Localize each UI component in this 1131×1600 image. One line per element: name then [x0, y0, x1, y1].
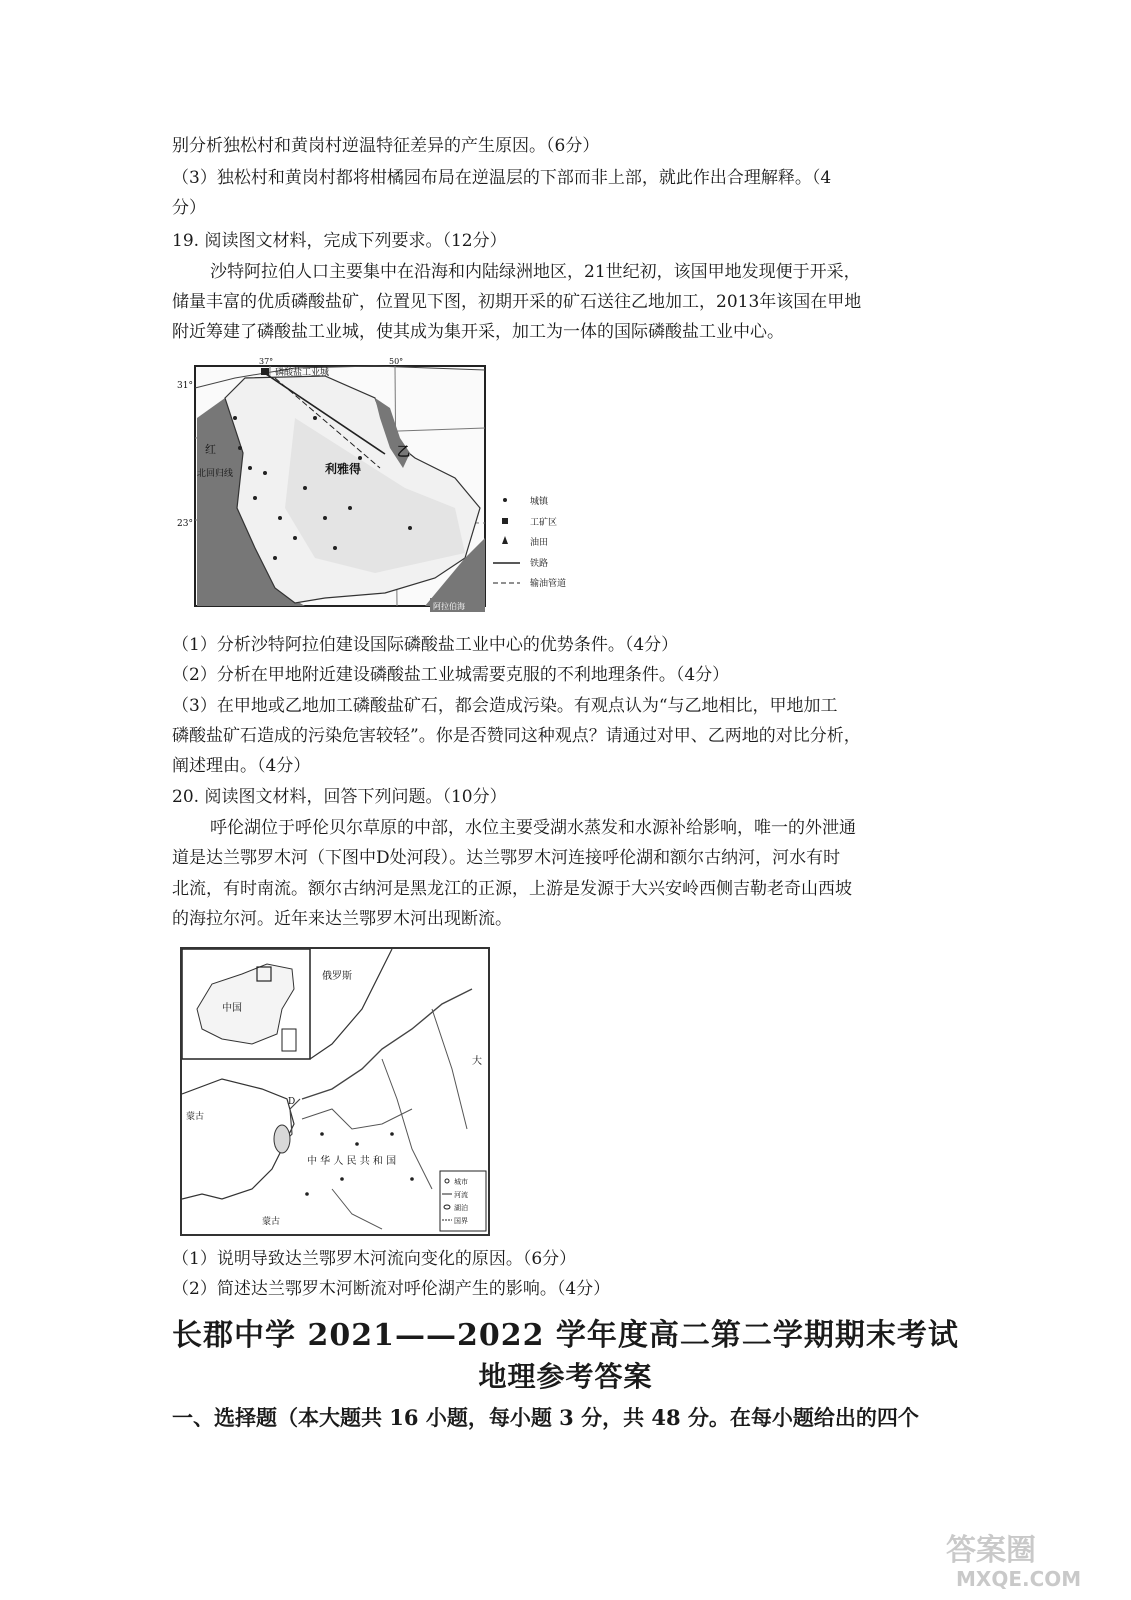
legend-oil-icon	[502, 536, 508, 544]
svg-text:油田: 油田	[530, 538, 549, 548]
inset-china-label: 中国	[222, 1003, 242, 1014]
map-legend	[493, 495, 566, 589]
mongolia-label: 蒙古	[262, 1217, 281, 1227]
answer-title: 长郡中学 2021——2022 学年度高二第二学期期末考试	[172, 1318, 959, 1353]
sub-question: （1）说明导致达兰鄂罗木河流向变化的原因。（6分）	[172, 1249, 577, 1269]
legend-town-icon	[503, 498, 507, 502]
paragraph-line: 储量丰富的优质磷酸盐矿，位置见下图，初期开采的矿石送往乙地加工，2013年该国在甲地	[172, 292, 862, 312]
text-line: 分）	[172, 198, 206, 218]
svg-text:河流: 河流	[454, 1191, 468, 1199]
jia-mine-marker	[261, 368, 269, 375]
tropic-label: 北回归线	[197, 469, 234, 479]
paragraph-line: 北流，有时南流。额尔古纳河是黑龙江的正源，上游是发源于大兴安岭西侧吉勒老奇山西坡	[172, 879, 852, 899]
paragraph-line: 沙特阿拉伯人口主要集中在沿海和内陆绿洲地区，21世纪初，该国甲地发现便于开采，	[210, 262, 861, 282]
yi-label: 乙	[397, 445, 411, 460]
city-label: 磷酸盐工业城	[275, 368, 330, 378]
svg-text:国界: 国界	[454, 1217, 468, 1225]
hulun-lake-map	[180, 947, 490, 1236]
svg-text:输油管道: 输油管道	[530, 579, 567, 589]
section-heading: 一、选择题（本大题共 16 小题，每小题 3 分，共 48 分。在每小题给出的四个	[172, 1405, 919, 1430]
answer-subtitle: 地理参考答案	[478, 1360, 653, 1393]
svg-text:MXQE.COM: MXQE.COM	[956, 1567, 1082, 1591]
svg-text:城市: 城市	[454, 1178, 468, 1186]
red-sea-label: 红	[205, 443, 216, 456]
svg-text:工矿区: 工矿区	[530, 518, 558, 528]
paragraph-line: 附近筹建了磷酸盐工业城，使其成为集开采，加工为一体的国际磷酸盐工业中心。	[172, 322, 784, 342]
watermark-logo	[936, 1526, 1121, 1592]
question-19-title: 19. 阅读图文材料，完成下列要求。（12分）	[172, 231, 507, 251]
sea-label: 阿拉伯海	[433, 602, 465, 611]
svg-text:铁路: 铁路	[530, 559, 549, 569]
map-legend	[440, 1171, 486, 1231]
saudi-arabia-map	[175, 358, 587, 620]
svg-text:答案圈: 答案圈	[946, 1533, 1036, 1568]
prc-label: 中 华 人 民 共 和 国	[307, 1156, 397, 1167]
sub-question: 阐述理由。（4分）	[172, 756, 311, 776]
lat-label: 31°	[177, 381, 193, 391]
lat-label: 23°	[177, 519, 193, 529]
svg-text:城镇: 城镇	[530, 497, 549, 507]
svg-text:湖泊: 湖泊	[454, 1204, 468, 1212]
argun-river	[302, 989, 472, 1099]
sub-question: （1）分析沙特阿拉伯建设国际磷酸盐工业中心的优势条件。（4分）	[172, 635, 679, 655]
sub-question: 磷酸盐矿石造成的污染危害较轻”。你是否赞同这种观点？请通过对甲、乙两地的对比分析，	[172, 726, 861, 746]
capital-label: 利雅得	[325, 462, 362, 476]
question-20-title: 20. 阅读图文材料，回答下列问题。（10分）	[172, 787, 507, 807]
paragraph-line: 道是达兰鄂罗木河（下图中D处河段）。达兰鄂罗木河连接呼伦湖和额尔古纳河，河水有时	[172, 848, 841, 868]
mongolia-label: 蒙古	[186, 1112, 205, 1122]
russia-label: 俄罗斯	[322, 971, 352, 982]
hulun-lake	[274, 1125, 290, 1153]
lon-label: 37°	[259, 358, 274, 366]
text-line: 别分析独松村和黄岗村逆温特征差异的产生原因。（6分）	[172, 136, 600, 156]
legend-mine-icon	[502, 518, 508, 524]
text-line: （3）独松村和黄岗村都将柑橘园布局在逆温层的下部而非上部，就此作出合理解释。（4	[172, 168, 832, 188]
paragraph-line: 呼伦湖位于呼伦贝尔草原的中部，水位主要受湖水蒸发和水源补给影响，唯一的外泄通	[210, 818, 856, 838]
sub-question: （2）简述达兰鄂罗木河断流对呼伦湖产生的影响。（4分）	[172, 1279, 611, 1299]
da-label: 大	[472, 1056, 482, 1067]
d-segment-label: D	[288, 1097, 296, 1107]
lon-label: 50°	[389, 358, 404, 366]
paragraph-line: 的海拉尔河。近年来达兰鄂罗木河出现断流。	[172, 909, 512, 929]
sub-question: （2）分析在甲地附近建设磷酸盐工业城需要克服的不利地理条件。（4分）	[172, 665, 730, 685]
sub-question: （3）在甲地或乙地加工磷酸盐矿石，都会造成污染。有观点认为“与乙地相比，甲地加工	[172, 696, 838, 716]
